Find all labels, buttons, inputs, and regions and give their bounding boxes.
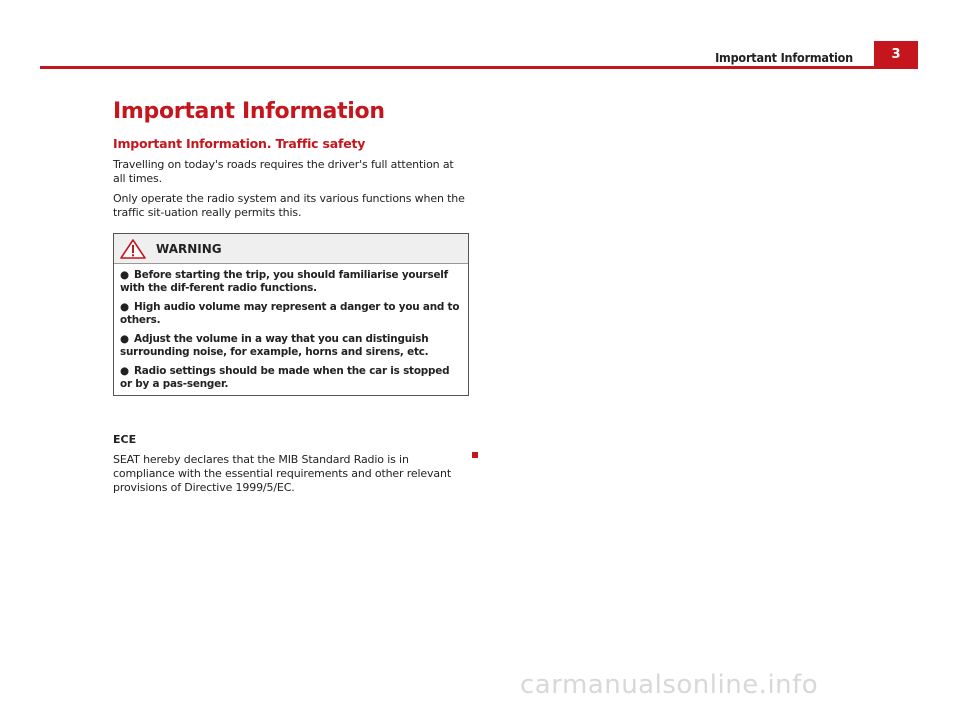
bullet-icon: ●: [120, 333, 129, 345]
page-title: Important Information: [113, 99, 385, 124]
warning-box: [113, 233, 469, 396]
header-rule: [40, 66, 918, 69]
header-title: Important Information: [715, 50, 853, 65]
warning-header: [114, 234, 468, 264]
warning-item: ● Before starting the trip, you should familiarise yourself with the dif-ferent radio functions.: [120, 269, 448, 294]
end-square-icon: [472, 452, 478, 458]
warning-title: WARNING: [156, 241, 222, 256]
bullet-icon: ●: [120, 301, 129, 313]
warning-list: [114, 264, 468, 395]
warning-triangle-icon: [120, 239, 146, 259]
bullet-icon: ●: [120, 365, 129, 377]
warning-item: ● Adjust the volume in a way that you can distinguish surrounding noise, for example, horns and sirens, etc.: [120, 333, 429, 358]
ece-text: SEAT hereby declares that the MIB Standard Radio is in compliance with the essential requirements and other relevant provisions of Directive 1999/5/EC.: [113, 453, 451, 494]
warning-item: ● Radio settings should be made when the car is stopped or by a pas-senger.: [120, 365, 450, 390]
watermark: carmanualsonline.info: [520, 670, 819, 700]
ece-label: ECE: [113, 433, 137, 446]
page-number-tab: 3: [874, 41, 918, 67]
paragraph: Only operate the radio system and its various functions when the traffic sit-uation really permits this.: [113, 192, 465, 219]
main-content: [113, 98, 469, 495]
warning-item: ● High audio volume may represent a danger to you and to others.: [120, 301, 460, 326]
paragraph: Travelling on today's roads requires the driver's full attention at all times.: [113, 158, 454, 185]
section-subtitle: Important Information. Traffic safety: [113, 136, 366, 151]
bullet-icon: ●: [120, 269, 129, 281]
